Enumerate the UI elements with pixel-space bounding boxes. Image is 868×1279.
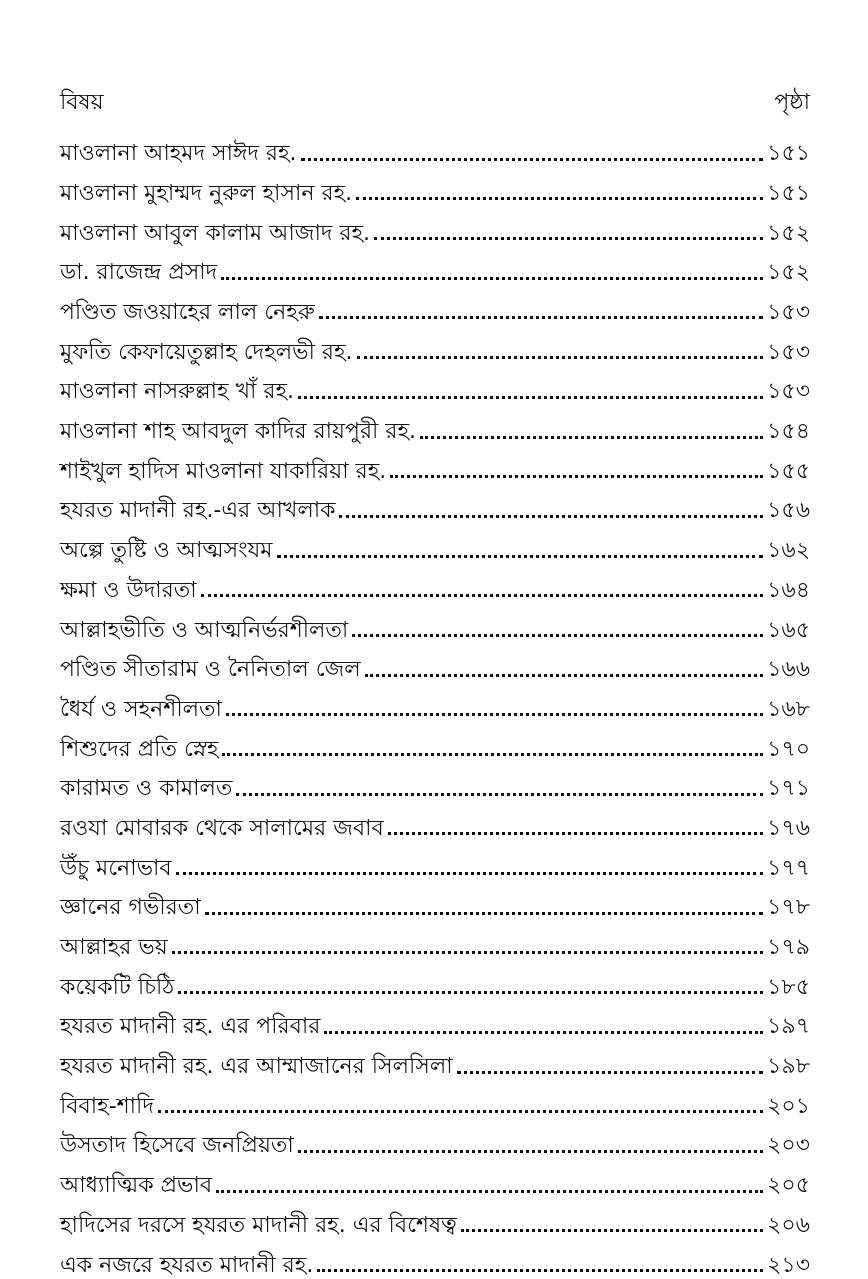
- toc-entry-page-number: ১৬৮: [767, 696, 810, 722]
- toc-entry: [60, 485, 810, 525]
- dot-leader: [178, 991, 763, 994]
- toc-entry-page-number: ১৫৬: [767, 498, 810, 524]
- toc-entry: [60, 763, 810, 803]
- toc-entry: [60, 882, 810, 922]
- toc-entry: [60, 366, 810, 406]
- dot-leader: [172, 951, 763, 954]
- toc-entry-page-number: ১৫২: [767, 260, 810, 286]
- toc-entry: [60, 326, 810, 366]
- toc-entry-title: আধ্যাত্মিক প্রভাব: [60, 1173, 213, 1199]
- toc-entry-page-number: ১৫২: [767, 220, 810, 246]
- toc-entry-page-number: ২০৫: [767, 1173, 810, 1199]
- toc-entry-page-number: ১৭১: [767, 776, 810, 802]
- toc-entry-title: পণ্ডিত সীতারাম ও নৈনিতাল জেল: [60, 657, 361, 683]
- toc-entry: [60, 565, 810, 605]
- dot-leader: [317, 1269, 763, 1272]
- toc-entry: [60, 128, 810, 168]
- toc-entry: [60, 247, 810, 287]
- toc-entry-page-number: ১৯৭: [767, 1014, 810, 1040]
- toc-entry-page-number: ১৬৬: [767, 657, 810, 683]
- toc-entry: [60, 525, 810, 565]
- toc-entry: [60, 1001, 810, 1041]
- dot-leader: [457, 1071, 764, 1074]
- toc-entry-title: রওযা মোবারক থেকে সালামের জবাব: [60, 815, 384, 841]
- toc-entry-title: আল্লাহভীতি ও আত্মনির্ভরশীলতা: [60, 617, 349, 643]
- dot-leader: [176, 872, 764, 875]
- dot-leader: [388, 832, 763, 835]
- toc-entry-page-number: ২০৬: [767, 1212, 810, 1238]
- toc-entry-title: অল্পে তুষ্টি ও আত্মসংযম: [60, 538, 273, 564]
- toc-entry: [60, 1239, 810, 1279]
- page-column-label: পৃষ্ঠা: [774, 90, 810, 115]
- toc-entry: [60, 1200, 810, 1240]
- toc-entry: [60, 287, 810, 327]
- dot-leader: [222, 753, 763, 756]
- toc-entry: [60, 1041, 810, 1081]
- toc-entry-title: ডা. রাজেন্দ্র প্রসাদ: [60, 260, 218, 286]
- dot-leader: [277, 555, 764, 558]
- toc-entry-page-number: ১৭৯: [767, 935, 810, 961]
- toc-entry: [60, 961, 810, 1001]
- toc-entry: [60, 406, 810, 446]
- toc-entry-title: হযরত মাদানী রহ. এর পরিবার: [60, 1014, 321, 1040]
- dot-leader: [216, 1190, 763, 1193]
- toc-entry-page-number: ১৫১: [767, 141, 810, 167]
- toc-entry: [60, 644, 810, 684]
- dot-leader: [339, 515, 763, 518]
- toc-entry-title: হযরত মাদানী রহ. এর আম্মাজানের সিলসিলা: [60, 1054, 453, 1080]
- dot-leader: [201, 594, 763, 597]
- toc-entry-title: হাদিসের দরসে হযরত মাদানী রহ. এর বিশেষত্ব: [60, 1212, 457, 1238]
- toc-entry: [60, 684, 810, 724]
- toc-entry-page-number: ১৬২: [767, 538, 810, 564]
- toc-entry: [60, 723, 810, 763]
- toc-entry-title: মুফতি কেফায়েতুল্লাহ দেহলভী রহ.: [60, 339, 353, 365]
- toc-entry-title: মাওলানা শাহ আবদুল কাদির রায়পুরী রহ.: [60, 419, 416, 445]
- toc-entry-page-number: ১৭৭: [767, 855, 810, 881]
- subject-column-label: বিষয়: [60, 90, 104, 115]
- toc-entry-title: ধৈর্য ও সহনশীলতা: [60, 696, 222, 722]
- dot-leader: [461, 1229, 763, 1232]
- toc-entry-page-number: ১৫৪: [767, 419, 810, 445]
- toc-entry-page-number: ১৫৩: [767, 379, 810, 405]
- toc-entry-title: আল্লাহর ভয়: [60, 935, 168, 961]
- toc-header: [60, 88, 810, 122]
- dot-leader: [324, 1031, 763, 1034]
- toc-entry-title: কারামত ও কামালত: [60, 776, 233, 802]
- toc-entry-page-number: ১৫৩: [767, 300, 810, 326]
- dot-leader: [301, 158, 764, 161]
- toc-entry-title: জ্ঞানের গভীরতা: [60, 895, 201, 921]
- toc-entry: [60, 168, 810, 208]
- dot-leader: [365, 674, 763, 677]
- toc-entry-page-number: ১৭০: [767, 736, 810, 762]
- toc-entry: [60, 803, 810, 843]
- dot-leader: [298, 1150, 763, 1153]
- toc-entry-title: উসতাদ হিসেবে জনপ্রিয়তা: [60, 1133, 294, 1159]
- toc-entry-title: উঁচু মনোভাব: [60, 855, 172, 881]
- toc-entry-page-number: ১৫৩: [767, 339, 810, 365]
- toc-entry-page-number: ১৯৮: [767, 1054, 810, 1080]
- toc-entry: [60, 446, 810, 486]
- dot-leader: [357, 356, 764, 359]
- toc-entry-title: মাওলানা মুহাম্মদ নুরুল হাসান রহ.: [60, 180, 353, 206]
- toc-entry: [60, 1160, 810, 1200]
- toc-entry-title: এক নজরে হযরত মাদানী রহ.: [60, 1252, 314, 1278]
- toc-entry-page-number: ১৬৪: [767, 577, 810, 603]
- dot-leader: [158, 1110, 763, 1113]
- toc-entry-page-number: ২০১: [767, 1093, 810, 1119]
- dot-leader: [390, 475, 763, 478]
- dot-leader: [356, 197, 763, 200]
- dot-leader: [374, 237, 763, 240]
- toc-entry-title: হযরত মাদানী রহ.-এর আখলাক: [60, 498, 336, 524]
- toc-entry-title: ক্ষমা ও উদারতা: [60, 577, 197, 603]
- dot-leader: [205, 912, 764, 915]
- dot-leader: [236, 793, 763, 796]
- toc-entry: [60, 1081, 810, 1121]
- dot-leader: [352, 634, 763, 637]
- toc-entry: [60, 604, 810, 644]
- toc-entry-page-number: ২১৩: [767, 1252, 810, 1278]
- dot-leader: [226, 713, 763, 716]
- toc-entry-page-number: ১৬৫: [767, 617, 810, 643]
- toc-entry-page-number: ১৭৬: [767, 815, 810, 841]
- toc-entry-title: মাওলানা আবুল কালাম আজাদ রহ.: [60, 220, 371, 246]
- toc-entry: [60, 1120, 810, 1160]
- toc-entry-title: কয়েকটি চিঠি: [60, 974, 175, 1000]
- toc-list: [60, 128, 810, 1279]
- dot-leader: [298, 396, 763, 399]
- toc-entry-title: শাইখুল হাদিস মাওলানা যাকারিয়া রহ.: [60, 458, 387, 484]
- toc-entry: [60, 842, 810, 882]
- toc-entry-title: বিবাহ-শাদি: [60, 1093, 154, 1119]
- toc-entry-page-number: ১৫৫: [767, 458, 810, 484]
- dot-leader: [221, 277, 763, 280]
- dot-leader: [319, 316, 763, 319]
- dot-leader: [420, 436, 763, 439]
- toc-entry-title: পণ্ডিত জওয়াহের লাল নেহরু: [60, 300, 315, 326]
- toc-entry-page-number: ২০৩: [767, 1133, 810, 1159]
- toc-entry-title: মাওলানা নাসরুল্লাহ খাঁ রহ.: [60, 379, 295, 405]
- toc-entry-page-number: ১৭৮: [767, 895, 810, 921]
- toc-entry: [60, 207, 810, 247]
- toc-entry-title: শিশুদের প্রতি স্নেহ: [60, 736, 219, 762]
- toc-entry-page-number: ১৫১: [767, 180, 810, 206]
- toc-entry: [60, 922, 810, 962]
- toc-entry-title: মাওলানা আহমদ সাঈদ রহ.: [60, 141, 297, 167]
- toc-entry-page-number: ১৮৫: [767, 974, 810, 1000]
